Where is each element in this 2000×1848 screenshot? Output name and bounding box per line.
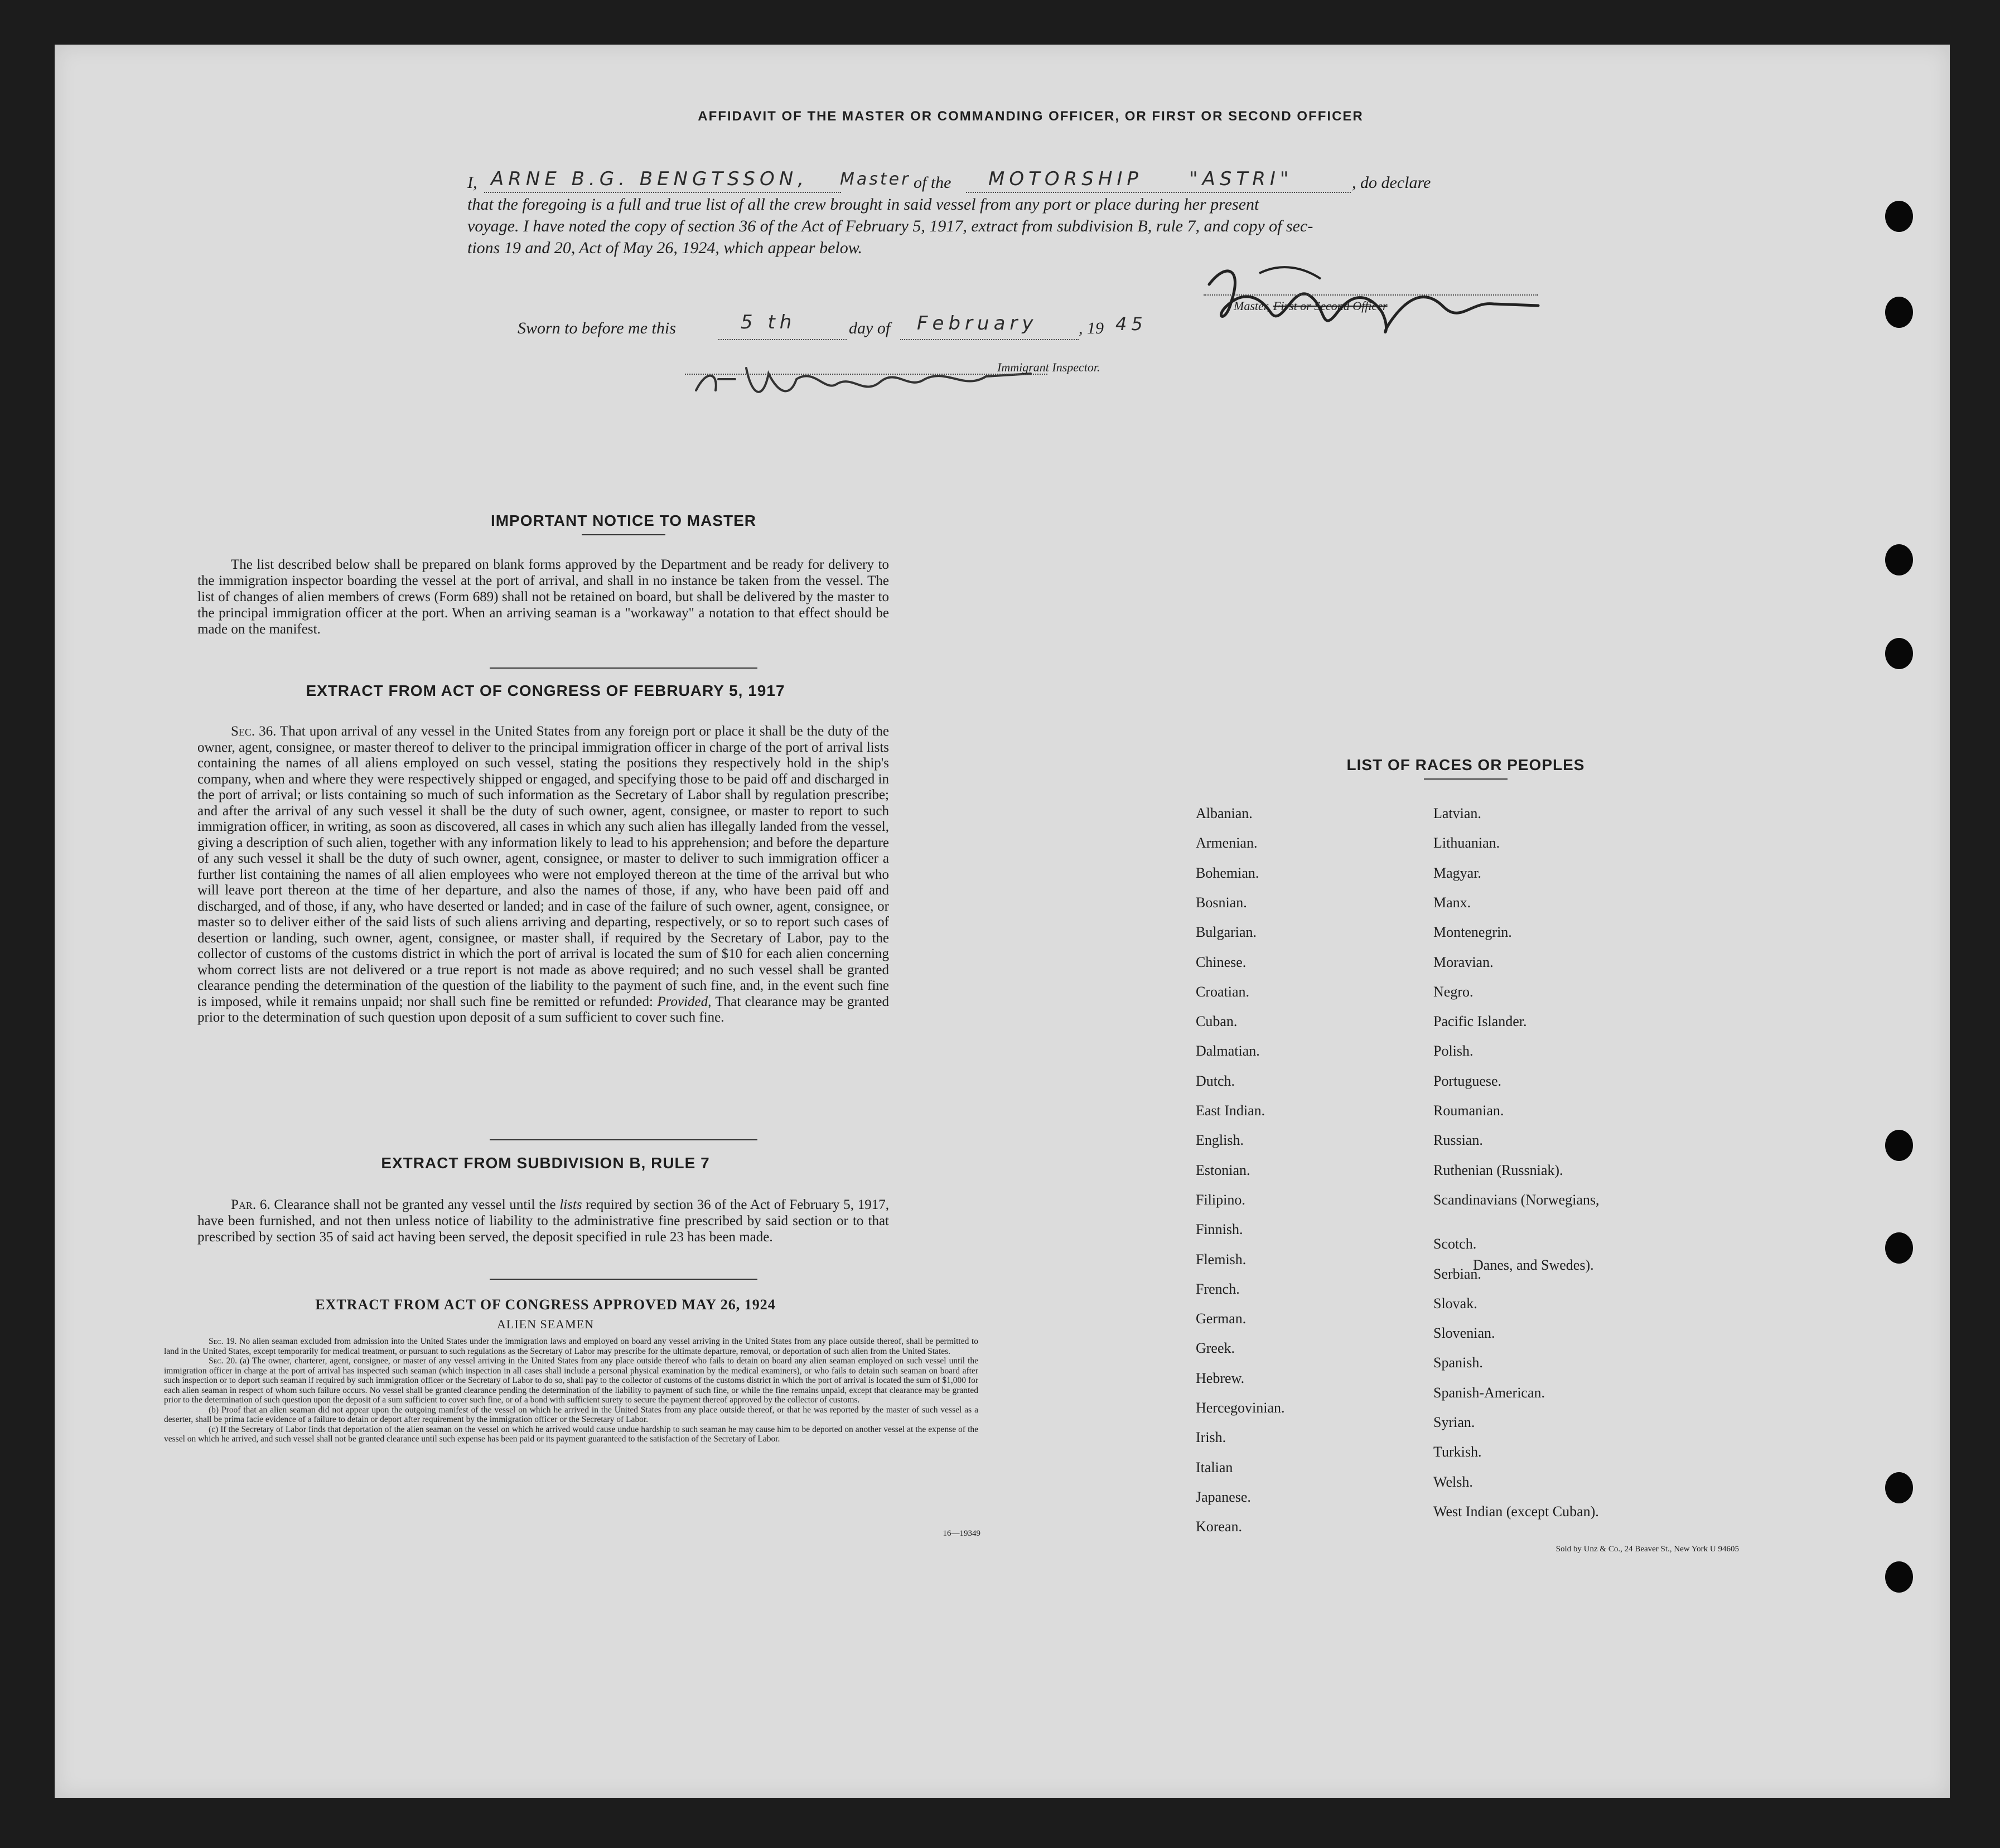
master-name: ARNE B.G. BENGTSSON, — [491, 168, 809, 190]
race-item: Italian — [1196, 1459, 1233, 1476]
alien-seamen-subtitle: ALIEN SEAMEN — [497, 1317, 594, 1331]
race-item: Dutch. — [1196, 1072, 1235, 1089]
sec-20a-text: (a) The owner, charterer, agent, consignee, or master of any vessel arriving in the United States from any place outside thereof who fails to detain on board any alien seaman employed on such vessel until the immigration officer in charge at the port of arrival has inspected such seaman (which inspection in all cases shall include a personal physical examination by the medical examiners), or who fails to detain such seaman on board after such inspection or to deport such seaman if required by such immigration officer or the Secretary of Labor to do so, shall pay to the collector of customs of the customs district in which the port of arrival is located the sum of $1,000 for each alien seaman in respect of whom such failure occurs. No vessel shall be granted clearance pending the determination of the liability to payment of such fine, or while the fine remains unpaid, except that clearance may be granted prior to the determination of such question upon the deposit of a sum sufficient to cover such fine, or of a bond with sufficient surety to secure the payment thereof approved by the collector of customs. — [164, 1356, 978, 1405]
race-item: Syrian. — [1433, 1414, 1475, 1430]
race-item: Croatian. — [1196, 983, 1250, 1000]
sec-20b-paragraph: (b) Proof that an alien seaman did not appear upon the outgoing manifest of the vessel on which he arrived in the United States from any place outside thereof, or that he was reported by the master of such vessel as a deserter, shall be prima facie evidence of a failure to detain or deport after requirement by the immigration officer or the Secretary of Labor. — [164, 1405, 978, 1424]
sworn-month-fill — [900, 312, 1079, 340]
races-title: LIST OF RACES OR PEOPLES — [1346, 756, 1585, 773]
divider — [490, 1139, 757, 1140]
notice-body: The list described below shall be prepared on blank forms approved by the Department and be ready for delivery to the immigration inspector boarding the vessel at the port of arrival, and shall in no instance be taken from the vessel. The list of changes of alien members of crews (Form 689) shall not be retained on board, but shall be delivered by the master to the principal immigration officer at the port. When an arriving seaman is a "workaway" a notation to that effect should be made on the manifest. — [197, 557, 889, 637]
punch-hole — [1885, 1472, 1913, 1503]
divider — [582, 534, 665, 535]
signer-caption — [1234, 299, 1388, 313]
lists-word: lists — [559, 1197, 582, 1212]
race-item: Bosnian. — [1196, 894, 1247, 911]
race-item: Welsh. — [1433, 1473, 1473, 1490]
punch-hole — [1885, 638, 1913, 669]
sec-36-tail: That clearance may be granted prior to the determination of such question upon deposit of a sum sufficient to cover such fine. — [197, 994, 889, 1025]
vessel-fill — [966, 168, 1351, 193]
race-item: Korean. — [1196, 1518, 1243, 1535]
race-item: Filipino. — [1196, 1191, 1245, 1208]
race-item: Polish. — [1433, 1043, 1474, 1060]
race-item: German. — [1196, 1310, 1247, 1327]
signature-line — [1204, 294, 1538, 296]
race-item: Albanian. — [1196, 805, 1253, 821]
sold-by-imprint: Sold by Unz & Co., 24 Beaver St., New York U 94605 — [1555, 1545, 1739, 1554]
punch-hole — [1885, 544, 1913, 575]
affidavit-title: AFFIDAVIT OF THE MASTER OR COMMANDING OFFICER, OR FIRST OR SECOND OFFICER — [698, 109, 1364, 124]
year-prefix: , 19 — [1079, 319, 1104, 337]
divider — [490, 667, 757, 669]
extract-1917-body — [197, 724, 889, 1026]
punch-hole — [1885, 1561, 1913, 1593]
race-item: Cuban. — [1196, 1013, 1238, 1030]
sworn-line — [518, 311, 1298, 347]
race-item: Finnish. — [1196, 1221, 1243, 1238]
extract-subdivision-body — [197, 1197, 889, 1245]
race-item: Hercegovinian. — [1196, 1400, 1285, 1416]
sec-36-label: Sec. 36. — [231, 724, 277, 739]
day-of: day of — [849, 319, 891, 337]
sec-36-text: That upon arrival of any vessel in the United States from any foreign port or place it shall be the duty of the owner, agent, consignee, or master thereof to deliver to the principal immigration officer in charge of the port of arrival lists containing the names of all aliens employed on such vessel, stating the positions they respectively hold in the ship's company, when and where they were respectively shipped or engaged, and specifying those to be paid off and discharged in the port of arrival; or lists containing so much of such information as the Secretary of Labor shall by regulation prescribe; and after the arrival of any such vessel it shall be the duty of such owner, agent, consignee, or master to report to such immigration officer, in writing, as soon as discovered, all cases in which any such alien has illegally landed from the vessel, giving a description of such alien, together with any information likely to lead to his apprehension; and before the departure of any such vessel it shall be the duty of such owner, agent, consignee, or master to deliver to such immigration officer a further list containing the names of all alien employees who were not employed thereon at the time of the arrival but who will leave port thereon at the time of her departure, and also the names of those, if any, who have been paid off and discharged, and of those, if any, who have deserted or landed; and in case of the failure of such owner, agent, consignee, or master so to deliver either of the said lists of such aliens arriving and departing, respectively, or so to report such cases of desertion or landing, such owner, agent, consignee, or master shall, if required by the Secretary of Labor, pay to the collector of customs of the customs district in which the port of arrival is located the sum of $10 for each alien concerning whom correct lists are not delivered or a true report is not made as above required; and no such vessel shall be granted clearance pending the determination of the question of the liability to the payment of such fine, and, in the event such fine is imposed, while it remains unpaid; nor shall such fine be remitted or refunded: — [197, 724, 889, 1009]
race-item: Russian. — [1433, 1132, 1483, 1149]
race-item: Chinese. — [1196, 954, 1247, 970]
divider — [490, 1279, 757, 1280]
sec-20c-paragraph: (c) If the Secretary of Labor finds that deportation of the alien seaman on the vessel on which he arrived would cause undue hardship to such seaman he may cause him to be deported on another vessel at the expense of the vessel on which he arrived, and such vessel shall not be granted clearance until such expense has been paid or its payment guaranteed to the satisfaction of the Secretary of Labor. — [164, 1424, 978, 1444]
provided-word: Provided, — [657, 994, 712, 1009]
punch-hole — [1885, 1130, 1913, 1161]
race-item: Slovak. — [1433, 1295, 1477, 1312]
punch-hole — [1885, 201, 1913, 232]
race-item: Hebrew. — [1196, 1370, 1245, 1386]
notice-title: IMPORTANT NOTICE TO MASTER — [490, 512, 757, 529]
declaration-line-1 — [467, 172, 477, 193]
race-item: West Indian (except Cuban). — [1433, 1503, 1599, 1520]
par-6-text-b: required by section 36 of the Act of February 5, 1917, have been furnished, and not then unless notice of liability to the administrative fine prescribed by said section or to that prescribed by section 35 of said act having been served, the deposit specified in rule 23 has been made. — [197, 1197, 890, 1245]
race-item: Lithuanian. — [1433, 835, 1500, 852]
race-item: East Indian. — [1196, 1102, 1265, 1119]
race-item: Montenegrin. — [1433, 924, 1512, 941]
race-item: Serbian. — [1433, 1265, 1481, 1282]
race-item: Armenian. — [1196, 835, 1258, 852]
race-item: Scotch. — [1433, 1236, 1477, 1252]
extract-1924-body — [164, 1337, 978, 1444]
race-item: Spanish-American. — [1433, 1384, 1545, 1401]
extract-1917-title: EXTRACT FROM ACT OF CONGRESS OF FEBRUARY 5, 1917 — [306, 682, 785, 699]
race-item: Irish. — [1196, 1429, 1226, 1446]
extract-1924-title: EXTRACT FROM ACT OF CONGRESS APPROVED MAY 26, 1924 — [315, 1296, 776, 1313]
extract-subdivision-title: EXTRACT FROM SUBDIVISION B, RULE 7 — [381, 1154, 710, 1172]
sec-20-label: Sec. 20. — [209, 1356, 237, 1366]
sworn-month: February — [917, 312, 1038, 335]
race-item: Greek. — [1196, 1340, 1235, 1357]
race-item: Estonian. — [1196, 1162, 1250, 1178]
form-number: 16—19349 — [943, 1529, 980, 1538]
master-name-fill — [484, 168, 841, 193]
race-item: Portuguese. — [1433, 1072, 1502, 1089]
race-item: Turkish. — [1433, 1444, 1482, 1460]
of-the: of the — [914, 173, 951, 192]
race-item: Pacific Islander. — [1433, 1013, 1527, 1030]
signer-caption-master: Master, — [1234, 299, 1270, 313]
race-item: Negro. — [1433, 983, 1474, 1000]
race-item: Roumanian. — [1433, 1102, 1504, 1119]
vessel-type: MOTORSHIP — [988, 168, 1143, 190]
punch-hole — [1885, 1232, 1913, 1264]
sworn-day-fill — [718, 311, 847, 340]
race-item: Moravian. — [1433, 954, 1494, 970]
race-item: Bohemian. — [1196, 864, 1259, 881]
par-6-label: Par. 6. — [231, 1197, 270, 1212]
year-suffix: 45 — [1115, 313, 1147, 335]
sec-20a-paragraph — [164, 1356, 978, 1405]
intro-i: I, — [467, 173, 477, 192]
master-word: Master — [840, 170, 911, 189]
inspector-caption: Immigrant Inspector. — [997, 360, 1100, 374]
sworn-prefix: Sworn to before me this — [518, 319, 676, 337]
race-item: Bulgarian. — [1196, 924, 1257, 941]
divider — [1424, 778, 1508, 780]
race-item: Manx. — [1433, 894, 1471, 911]
sworn-day: 5 th — [741, 311, 796, 333]
punch-hole — [1885, 297, 1913, 328]
declaration-line-3: voyage. I have noted the copy of section 36 of the Act of February 5, 1917, extract from subdivision B, rule 7, and copy of sec- — [467, 217, 1313, 235]
race-scandinavians-continued: Danes, and Swedes). — [1473, 1257, 1594, 1273]
do-declare: , do declare — [1352, 173, 1431, 192]
sec-19-paragraph — [164, 1337, 978, 1356]
race-item: Dalmatian. — [1196, 1043, 1260, 1060]
race-item: Spanish. — [1433, 1354, 1483, 1371]
inspector-line — [685, 374, 1047, 375]
declaration-line-2: that the foregoing is a full and true list of all the crew brought in said vessel from any port or place during her present — [467, 195, 1259, 214]
race-item: Scandinavians (Norwegians, — [1433, 1191, 1600, 1208]
signer-caption-struck: First or Second Officer — [1273, 299, 1388, 313]
document-page — [55, 45, 1950, 1798]
race-item: Slovenian. — [1433, 1325, 1495, 1342]
vessel-name: "ASTRI" — [1189, 168, 1293, 190]
sec-19-text: No alien seaman excluded from admission into the United States under the immigration laws and employed on board any vessel arriving in the United States from any place outside thereof, shall be permitted to land in the United States, except temporarily for medical treatment, or pursuant to such regulations as the Secretary of Labor may prescribe for the ultimate departure, removal, or deportation of such alien from the United States. — [164, 1337, 978, 1356]
race-item: Magyar. — [1433, 864, 1481, 881]
race-item: French. — [1196, 1280, 1240, 1297]
race-item: English. — [1196, 1132, 1244, 1149]
declaration-line-4: tions 19 and 20, Act of May 26, 1924, which appear below. — [467, 239, 863, 257]
race-item: Japanese. — [1196, 1488, 1251, 1505]
par-6-text-a: Clearance shall not be granted any vessel until the — [274, 1197, 556, 1212]
race-item: Ruthenian (Russniak). — [1433, 1162, 1563, 1178]
race-item: Flemish. — [1196, 1251, 1247, 1268]
race-item: Latvian. — [1433, 805, 1481, 821]
sec-19-label: Sec. 19. — [209, 1337, 237, 1346]
